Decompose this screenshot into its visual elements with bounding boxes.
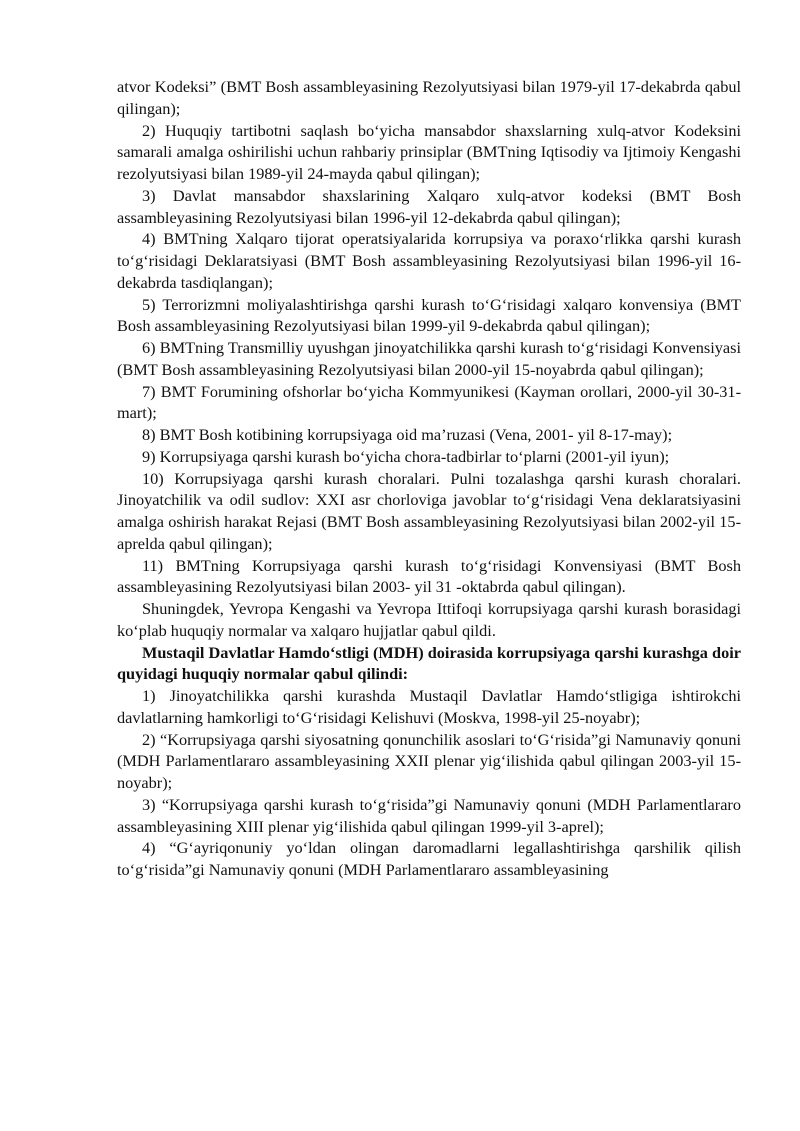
paragraph-europe: Shuningdek, Yevropa Kengashi va Yevropa Ittifoqi korrupsiyaga qarshi kurash borasidagi ko‘plab huquqiy normalar va xalqaro hujjatlar qabul qildi. — [117, 599, 741, 640]
list-item-2: 2) Huquqiy tartibotni saqlash bo‘yicha mansabdor shaxslarning xulq-atvor Kodeksini samarali amalga oshirilishi uchun rahbariy prinsiplar (BMTning Iqtisodiy va Ijtimoiy Kengashi rezolyutsiyasi bilan 1989-yil 24-mayda qabul qilingan); — [117, 120, 741, 183]
section-heading-cis: Mustaqil Davlatlar Hamdo‘stligi (MDH) doirasida korrupsiyaga qarshi kurashga doir quyidagi huquqiy normalar qabul qilindi: — [117, 642, 741, 684]
list-item-10: 10) Korrupsiyaga qarshi kurash choralari. Pulni tozalashga qarshi kurash choralari. Jinoyatchilik va odil sudlov: XXI asr chorloviga javoblar to‘g‘risidagi Vena deklaratsiyasini amalga oshirish harakat Rejasi (BMT Bosh assambleyasining Rezolyutsiyasi bilan 2002-yil 15- aprelda qabul qilingan); — [117, 468, 741, 553]
list-item-7: 7) BMT Forumining ofshorlar bo‘yicha Kommyunikesi (Kayman orollari, 2000-yil 30-31-mart); — [117, 381, 741, 423]
list-item-4: 4) BMTning Xalqaro tijorat operatsiyalarida korrupsiya va poraxo‘rlikka qarshi kurash to‘g‘risidagi Deklaratsiyasi (BMT Bosh assambleyasining Rezolyutsiyasi bilan 1996-yil 16-dekabrda tasdiqlangan); — [117, 229, 741, 292]
document-page — [117, 76, 741, 881]
cis-list-item-1: 1) Jinoyatchilikka qarshi kurashda Mustaqil Davlatlar Hamdo‘stligiga ishtirokchi davlatlarning hamkorligi to‘G‘risidagi Kelishuvi (Moskva, 1998-yil 25-noyabr); — [117, 686, 741, 727]
cis-list-item-4: 4) “G‘ayriqonuniy yo‘ldan olingan daromadlarni legallashtirishga qarshilik qilish to‘g‘risida”gi Namunaviy qonuni (MDH Parlamentlararo assambleyasining — [117, 838, 741, 879]
list-item-9: 9) Korrupsiyaga qarshi kurash bo‘yicha chora-tadbirlar to‘plarni (2001-yil iyun); — [142, 446, 670, 466]
list-item-11: 11) BMTning Korrupsiyaga qarshi kurash to‘g‘risidagi Konvensiyasi (BMT Bosh assambleyasining Rezolyutsiyasi bilan 2003- yil 31 -oktabrda qabul qilingan). — [117, 555, 741, 597]
list-item-6: 6) BMTning Transmilliy uyushgan jinoyatchilikka qarshi kurash to‘g‘risidagi Konvensiyasi (BMT Bosh assambleyasining Rezolyutsiyasi bilan 2000-yil 15-noyabrda qabul qilingan); — [117, 338, 741, 379]
list-item-3: 3) Davlat mansabdor shaxslarining Xalqaro xulq-atvor kodeksi (BMT Bosh assambleyasining Rezolyutsiyasi bilan 1996-yil 12-dekabrda qabul qilingan); — [117, 185, 741, 227]
paragraph-continuation: atvor Kodeksi” (BMT Bosh assambleyasining Rezolyutsiyasi bilan 1979-yil 17-dekabrda qabul qilingan); — [117, 77, 741, 118]
cis-list-item-3: 3) “Korrupsiyaga qarshi kurash to‘g‘risida”gi Namunaviy qonuni (MDH Parlamentlararo assambleyasining XIII plenar yig‘ilishida qabul qilingan 1999-yil 3-aprel); — [117, 794, 741, 836]
cis-list-item-2: 2) “Korrupsiyaga qarshi siyosatning qonunchilik asoslari to‘G‘risida”gi Namunaviy qonuni (MDH Parlamentlararo assambleyasining XXII plenar yig‘ilishida qabul qilingan 2003-yil 15- noyabr); — [117, 729, 741, 792]
list-item-8: 8) BMT Bosh kotibining korrupsiyaga oid ma’ruzasi (Vena, 2001- yil 8-17-may); — [142, 425, 673, 444]
list-item-5: 5) Terrorizmni moliyalashtirishga qarshi kurash to‘G‘risidagi xalqaro konvensiya (BMT Bosh assambleyasining Rezolyutsiyasi bilan 1999-yil 9-dekabrda qabul qilingan); — [117, 294, 741, 336]
